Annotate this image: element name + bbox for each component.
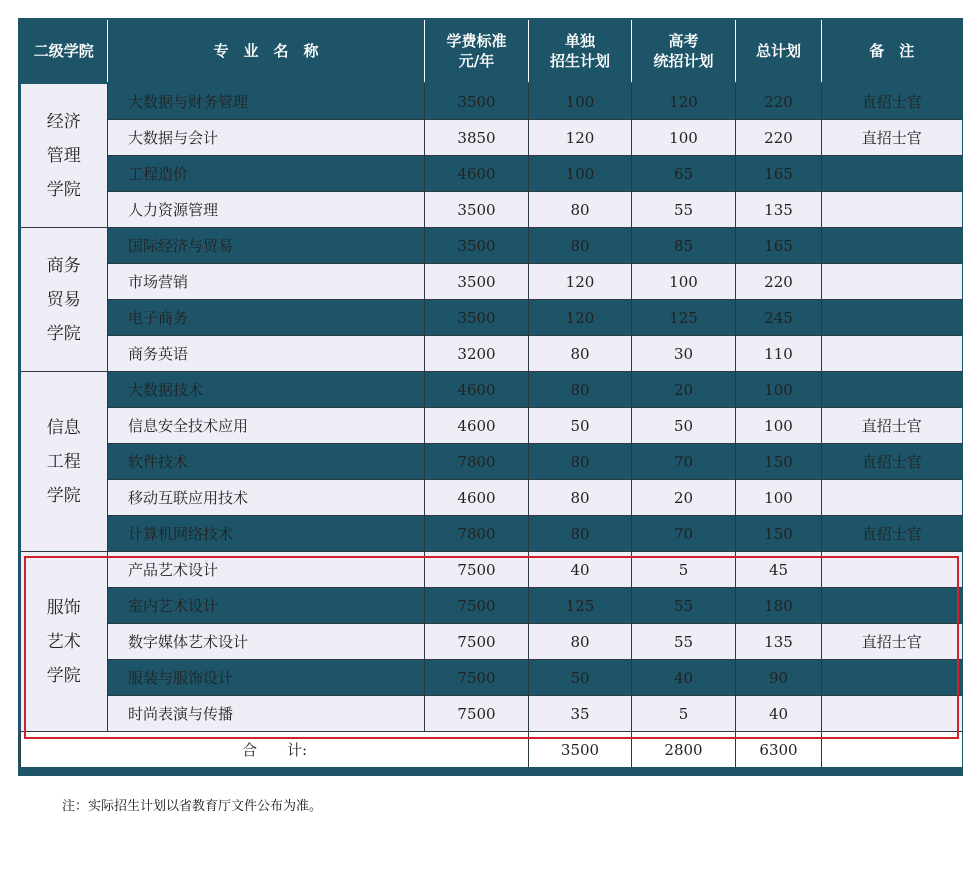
- gaokao-cell: 125: [632, 300, 736, 336]
- table-row: [21, 228, 962, 264]
- gaokao-cell: 100: [632, 264, 736, 300]
- footnote: 注：实际招生计划以省教育厅文件公布为准。: [62, 799, 323, 814]
- totals-remark-cell: [822, 732, 962, 768]
- single-cell: 80: [529, 192, 632, 228]
- college-name-line: 艺术: [46, 631, 81, 652]
- remark-cell: 直招士官: [822, 408, 962, 444]
- header-remark: 备 注: [822, 20, 962, 83]
- remark-cell: 直招士官: [822, 516, 962, 552]
- table-row: [21, 660, 962, 696]
- table-row: [21, 336, 962, 372]
- tuition-cell: 7500: [425, 696, 529, 732]
- totals-total-cell: 6300: [736, 732, 822, 768]
- table-row: [21, 552, 962, 588]
- remark-cell: 直招士官: [822, 83, 962, 120]
- table-body: [21, 83, 962, 767]
- remark-cell: [822, 300, 962, 336]
- college-name-line: 经济: [46, 111, 81, 132]
- header-major: 专 业 名 称: [108, 20, 425, 83]
- major-name-cell: 商务英语: [108, 336, 425, 372]
- gaokao-cell: 65: [632, 156, 736, 192]
- single-cell: 35: [529, 696, 632, 732]
- table-row: [21, 696, 962, 732]
- table-row: [21, 83, 962, 120]
- tuition-cell: 3500: [425, 192, 529, 228]
- total-cell: 245: [736, 300, 822, 336]
- college-name-line: 管理: [46, 145, 81, 166]
- major-name-cell: 国际经济与贸易: [108, 228, 425, 264]
- gaokao-cell: 50: [632, 408, 736, 444]
- header-total: 总计划: [736, 20, 822, 83]
- totals-single-cell: 3500: [529, 732, 632, 768]
- tuition-cell: 7500: [425, 660, 529, 696]
- total-cell: 150: [736, 444, 822, 480]
- single-cell: 80: [529, 516, 632, 552]
- total-cell: 165: [736, 228, 822, 264]
- table-row: [21, 120, 962, 156]
- major-name-cell: 信息安全技术应用: [108, 408, 425, 444]
- tuition-cell: 3500: [425, 300, 529, 336]
- single-cell: 80: [529, 228, 632, 264]
- single-cell: 100: [529, 156, 632, 192]
- tuition-cell: 7500: [425, 588, 529, 624]
- single-cell: 80: [529, 444, 632, 480]
- single-cell: 120: [529, 120, 632, 156]
- total-cell: 100: [736, 372, 822, 408]
- gaokao-cell: 70: [632, 516, 736, 552]
- total-cell: 110: [736, 336, 822, 372]
- major-name-cell: 大数据技术: [108, 372, 425, 408]
- gaokao-cell: 5: [632, 696, 736, 732]
- single-cell: 100: [529, 83, 632, 120]
- gaokao-cell: 30: [632, 336, 736, 372]
- remark-cell: [822, 552, 962, 588]
- major-name-cell: 时尚表演与传播: [108, 696, 425, 732]
- tuition-cell: 3200: [425, 336, 529, 372]
- single-cell: 40: [529, 552, 632, 588]
- major-name-cell: 计算机网络技术: [108, 516, 425, 552]
- header-gaokao-line2: 统招计划: [653, 52, 714, 70]
- gaokao-cell: 5: [632, 552, 736, 588]
- total-cell: 135: [736, 192, 822, 228]
- table-row: [21, 192, 962, 228]
- major-name-cell: 服装与服饰设计: [108, 660, 425, 696]
- header-gaokao: [632, 20, 736, 83]
- total-cell: 135: [736, 624, 822, 660]
- header-row: [21, 20, 962, 83]
- totals-gaokao-cell: 2800: [632, 732, 736, 768]
- college-name-line: 学院: [46, 485, 81, 506]
- college-name-cell: [21, 372, 108, 552]
- college-name-cell: [21, 228, 108, 372]
- remark-cell: [822, 156, 962, 192]
- gaokao-cell: 20: [632, 480, 736, 516]
- major-name-cell: 工程造价: [108, 156, 425, 192]
- gaokao-cell: 120: [632, 83, 736, 120]
- header-tuition-line2: 元/年: [458, 52, 495, 70]
- total-cell: 90: [736, 660, 822, 696]
- single-cell: 80: [529, 336, 632, 372]
- totals-row: [21, 732, 962, 768]
- remark-cell: [822, 228, 962, 264]
- total-cell: 100: [736, 408, 822, 444]
- table-row: [21, 300, 962, 336]
- total-cell: 40: [736, 696, 822, 732]
- gaokao-cell: 70: [632, 444, 736, 480]
- remark-cell: 直招士官: [822, 444, 962, 480]
- college-name-line: 学院: [46, 179, 81, 200]
- college-name-line: 学院: [46, 665, 81, 686]
- total-cell: 220: [736, 264, 822, 300]
- total-cell: 180: [736, 588, 822, 624]
- major-name-cell: 市场营销: [108, 264, 425, 300]
- tuition-cell: 7500: [425, 624, 529, 660]
- total-cell: 220: [736, 83, 822, 120]
- college-name-cell: [21, 552, 108, 732]
- table-row: [21, 372, 962, 408]
- single-cell: 80: [529, 372, 632, 408]
- gaokao-cell: 55: [632, 588, 736, 624]
- remark-cell: [822, 480, 962, 516]
- tuition-cell: 4600: [425, 408, 529, 444]
- remark-cell: [822, 336, 962, 372]
- single-cell: 80: [529, 624, 632, 660]
- college-name-line: 商务: [46, 255, 81, 276]
- single-cell: 120: [529, 300, 632, 336]
- header-college: 二级学院: [21, 20, 108, 83]
- major-name-cell: 大数据与会计: [108, 120, 425, 156]
- college-name-line: 信息: [46, 417, 81, 438]
- single-cell: 120: [529, 264, 632, 300]
- remark-cell: 直招士官: [822, 624, 962, 660]
- tuition-cell: 3500: [425, 264, 529, 300]
- tuition-cell: 7800: [425, 444, 529, 480]
- gaokao-cell: 55: [632, 624, 736, 660]
- single-cell: 125: [529, 588, 632, 624]
- single-cell: 50: [529, 660, 632, 696]
- table-row: [21, 588, 962, 624]
- major-name-cell: 移动互联应用技术: [108, 480, 425, 516]
- remark-cell: [822, 660, 962, 696]
- remark-cell: [822, 192, 962, 228]
- total-cell: 220: [736, 120, 822, 156]
- remark-cell: [822, 696, 962, 732]
- header-single-line1: 单独: [564, 32, 595, 50]
- table-row: [21, 156, 962, 192]
- remark-cell: [822, 372, 962, 408]
- tuition-cell: 7500: [425, 552, 529, 588]
- tuition-cell: 3500: [425, 83, 529, 120]
- major-name-cell: 室内艺术设计: [108, 588, 425, 624]
- table-row: [21, 264, 962, 300]
- college-name-line: 贸易: [46, 289, 81, 310]
- major-name-cell: 数字媒体艺术设计: [108, 624, 425, 660]
- major-name-cell: 人力资源管理: [108, 192, 425, 228]
- total-cell: 100: [736, 480, 822, 516]
- tuition-cell: 4600: [425, 480, 529, 516]
- college-name-line: 学院: [46, 323, 81, 344]
- gaokao-cell: 40: [632, 660, 736, 696]
- header-single: [529, 20, 632, 83]
- header-tuition: [425, 20, 529, 83]
- total-cell: 150: [736, 516, 822, 552]
- header-tuition-line1: 学费标准: [446, 32, 507, 50]
- gaokao-cell: 85: [632, 228, 736, 264]
- tuition-cell: 3850: [425, 120, 529, 156]
- tuition-cell: 4600: [425, 156, 529, 192]
- remark-cell: [822, 588, 962, 624]
- college-name-line: 服饰: [46, 597, 81, 618]
- single-cell: 50: [529, 408, 632, 444]
- gaokao-cell: 55: [632, 192, 736, 228]
- single-cell: 80: [529, 480, 632, 516]
- totals-label: 合 计:: [21, 732, 529, 768]
- table-row: [21, 480, 962, 516]
- gaokao-cell: 100: [632, 120, 736, 156]
- total-cell: 165: [736, 156, 822, 192]
- tuition-cell: 7800: [425, 516, 529, 552]
- table-row: [21, 444, 962, 480]
- total-cell: 45: [736, 552, 822, 588]
- major-name-cell: 大数据与财务管理: [108, 83, 425, 120]
- table-row: [21, 408, 962, 444]
- major-name-cell: 软件技术: [108, 444, 425, 480]
- major-name-cell: 电子商务: [108, 300, 425, 336]
- college-name-line: 工程: [46, 451, 81, 472]
- remark-cell: 直招士官: [822, 120, 962, 156]
- remark-cell: [822, 264, 962, 300]
- header-single-line2: 招生计划: [549, 52, 610, 70]
- table-row: [21, 624, 962, 660]
- gaokao-cell: 20: [632, 372, 736, 408]
- major-name-cell: 产品艺术设计: [108, 552, 425, 588]
- college-name-cell: [21, 83, 108, 228]
- table-row: [21, 516, 962, 552]
- tuition-cell: 3500: [425, 228, 529, 264]
- enrollment-plan-table: [20, 20, 962, 767]
- tuition-cell: 4600: [425, 372, 529, 408]
- header-gaokao-line1: 高考: [668, 32, 699, 50]
